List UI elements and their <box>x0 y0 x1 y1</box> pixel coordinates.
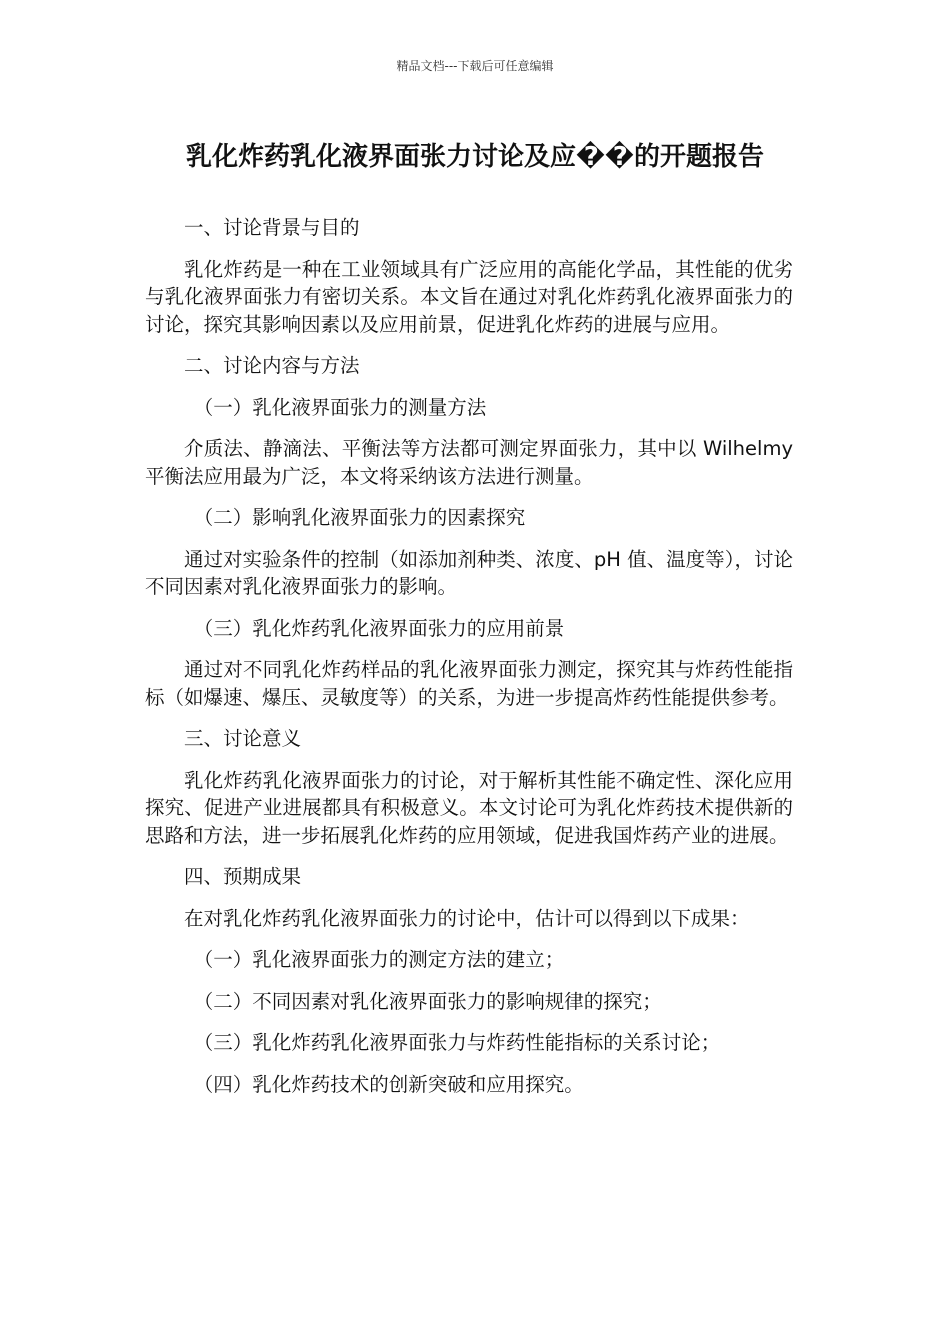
paragraph-measurement-method: 介质法、静滴法、平衡法等方法都可测定界面张力，其中以 Wilhelmy 平衡法应用最为广泛，本文将采纳该方法进行测量。 <box>145 437 793 488</box>
subheading-influence-factors: （二）影响乳化液界面张力的因素探究 <box>193 506 526 529</box>
paragraph-application-prospect: 通过对不同乳化炸药样品的乳化液界面张力测定，探究其与炸药性能指标（如爆速、爆压、灵敏度等）的关系，为进一步提高炸药性能提供参考。 <box>145 658 793 709</box>
header-note: 精品文档---下载后可任意编辑 <box>396 59 554 73</box>
document-body <box>145 214 793 1112</box>
list-item: （一）乳化液界面张力的测定方法的建立； <box>193 948 565 971</box>
list-item: （三）乳化炸药乳化液界面张力与炸药性能指标的关系讨论； <box>193 1031 721 1054</box>
section-heading-significance: 三、讨论意义 <box>184 727 302 750</box>
list-item: （四）乳化炸药技术的创新突破和应用探究。 <box>193 1072 584 1096</box>
paragraph-background: 乳化炸药是一种在工业领域具有广泛应用的高能化学品，其性能的优劣与乳化液界面张力有密切关系。本文旨在通过对乳化炸药乳化液界面张力的讨论，探究其影响因素以及应用前景，促进乳化炸药的进展与应用。 <box>145 257 793 336</box>
subheading-measurement-method: （一）乳化液界面张力的测量方法 <box>193 395 487 419</box>
section-heading-content-method: 二、讨论内容与方法 <box>184 354 360 377</box>
page-title: 乳化炸药乳化液界面张力讨论及应��的开题报告 <box>186 142 764 172</box>
section-heading-background: 一、讨论背景与目的 <box>184 216 360 239</box>
paragraph-significance: 乳化炸药乳化液界面张力的讨论，对于解析其性能不确定性、深化应用探究、促进产业进展都具有积极意义。本文讨论可为乳化炸药技术提供新的思路和方法，进一步拓展乳化炸药的应用领域，促进我国炸药产业的进展。 <box>145 768 793 847</box>
subheading-application-prospect: （三）乳化炸药乳化液界面张力的应用前景 <box>193 616 565 640</box>
section-heading-expected-results: 四、预期成果 <box>184 865 302 888</box>
paragraph-influence-factors: 通过对实验条件的控制（如添加剂种类、浓度、pH 值、温度等），讨论不同因素对乳化液界面张力的影响。 <box>145 547 793 598</box>
list-item: （二）不同因素对乳化液界面张力的影响规律的探究； <box>193 989 662 1013</box>
paragraph-expected-results-intro: 在对乳化炸药乳化液界面张力的讨论中，估计可以得到以下成果： <box>184 906 750 930</box>
